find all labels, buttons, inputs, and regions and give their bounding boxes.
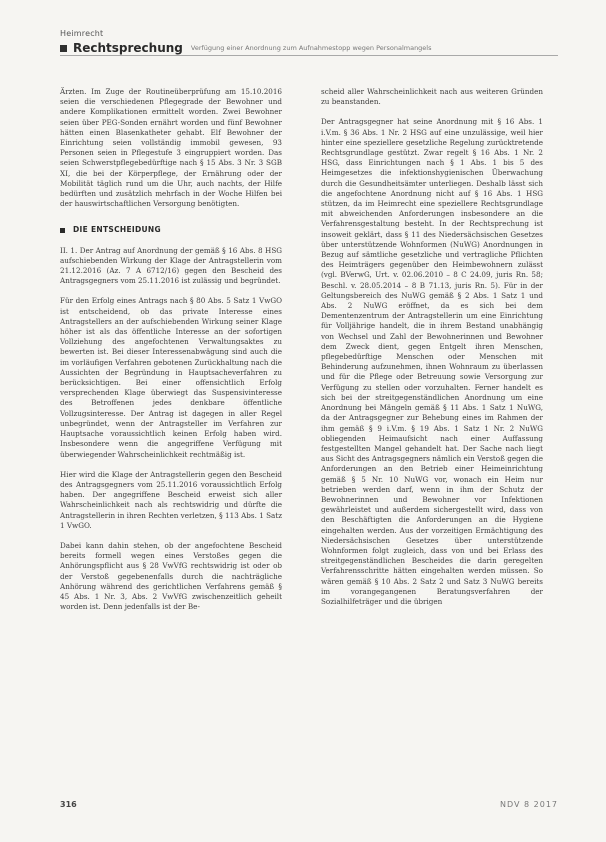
heading-square-icon [60,228,65,233]
paragraph: Dabei kann dahin stehen, ob der angefochtene Bescheid bereits formell wegen eines Verstoßes gegen die Anhörungspflicht aus § 28 VwVfG rechtswidrig ist oder ob der Verstoß gegebenenfalls durch die nachträgliche Anhörung während des gerichtlichen Verfahrens gemäß § 45 Abs. 1 Nr. 3, Abs. 2 VwVfG zwischenzeitlich geheilt worden ist. Denn jedenfalls ist der Be- [60,540,282,612]
header-subtitle: Verfügung einer Anordnung zum Aufnahmestopp wegen Personalmangels [190,44,432,52]
left-column [60,87,282,622]
paragraph: Hier wird die Klage der Antragstellerin gegen den Bescheid des Antragsgegners vom 25.11.2016 voraussichtlich Erfolg haben. Der angegriffene Bescheid erweist sich aller Wahrscheinlichkeit nach als rechtswidrig und dürfte die Antragstellerin in ihren Rechten verletzen, § 113 Abs. 1 Satz 1 VwGO. [60,469,282,530]
header-title: Rechtsprechung [73,41,183,55]
section-kicker: Heimrecht [60,29,104,38]
paragraph: Ärzten. Im Zuge der Routineüberprüfung am 15.10.2016 seien die verschiedenen Pflegegrade der Bewohner und andere Komplikationen ermittelt worden. Zwei Bewohner seien über PEG-Sonden ernährt worden und fünf Bewohner hätten einen Blasenkatheter gehabt. Elf Bewohner der Einrichtung seien vollständig immobil gewesen, 93 Personen seien in Pflegestufe 3 eingruppiert worden. Das seien Schwerstpflegebedürftige nach § 15 Abs. 3 Nr. 3 SGB XI, die bei der Körperpflege, der Ernährung oder der Mobilität täglich rund um die Uhr, auch nachts, der Hilfe bedürften und zusätzlich mehrfach in der Woche Hilfen bei der hauswirtschaftlichen Versorgung benötigten. [60,87,282,209]
paragraph: scheid aller Wahrscheinlichkeit nach aus weiteren Gründen zu beanstanden. [321,87,543,107]
page-footer [60,800,558,809]
paragraph: Der Antragsgegner hat seine Anordnung mit § 16 Abs. 1 i.V.m. § 36 Abs. 1 Nr. 2 HSG auf eine unzulässige, weil hier hinter eine speziellere gesetzliche Regelung zurücktretende Rechtsgrundlage gestützt. Zwar regelt § 16 Abs. 1 Nr. 2 HSG, dass Einrichtungen nach § 1 Abs. 1 bis 5 des Heimgesetzes die infektionshygienischen Überwachung durch die Gesundheitsämter unterliegen. Deshalb lässt sich die angefochtene Anordnung nicht auf § 16 Abs. 1 HSG stützen, da im Heimrecht eine speziellere Rechtsgrundlage mit abweichenden Anforderungen insbesondere an die Verfahrensgestaltung besteht. In der Rechtsprechung ist insoweit geklärt, dass § 11 des Niedersächsischen Gesetzes über unterstützende Wohnformen (NuWG) Anordnungen in Bezug auf sämtliche gesetzliche und vertragliche Pflichten des Heimträgers gegenüber den Heimbewohnern zulässt (vgl. BVerwG, Urt. v. 02.06.2010 – 8 C 24.09, juris Rn. 58; Beschl. v. 28.05.2014 – 8 B 71.13, juris Rn. 5). Für in der Geltungsbereich des NuWG gemäß § 2 Abs. 1 Satz 1 und Abs. 2 NuWG eröffnet, da es sich bei dem Dementenzentrum der Antragstellerin um eine Einrichtung für Volljährige handelt, die in ihrem Bestand unabhängig von Wechsel und Zahl der Bewohnerinnen und Bewohner dem Zweck dient, gegen Entgelt ihren Menschen, pflegebedürftige Menschen oder Menschen mit Behinderung aufzunehmen, ihnen Wohnraum zu überlassen und für die Pflege oder Betreuung sowie Versorgung zur Verfügung zu stellen oder vorzuhalten. Ferner handelt es sich bei der streitgegenständlichen Anordnung um eine Anordnung bei Mängeln gemäß § 11 Abs. 1 Satz 1 NuWG, da der Antragsgegner zur Behebung eines im Rahmen der ihm gemäß § 9 i.V.m. § 19 Abs. 1 Satz 1 Nr. 2 NuWG obliegenden Heimaufsicht nach einer Auffassung festgestellten Mangel gehandelt hat. Der Sache nach liegt aus Sicht des Antragsgegners nämlich ein Verstoß gegen die Anforderungen an den Betrieb einer Heimeinrichtung gemäß § 5 Nr. 10 NuWG vor, wonach ein Heim nur betrieben werden darf, wenn in ihm der Schutz der Bewohnerinnen und Bewohner vor Infektionen gewährleistet und außerdem sichergestellt wird, dass von den Beschäftigten die Anforderungen an die Hygiene eingehalten werden. Aus der vorzeitigen Ermächtigung des Niedersächsischen Gesetzes über unterstützende Wohnformen folgt zugleich, dass von und bei Erlass des streitgegenständlichen Bescheides die darin geregelten Verfahrensschritte hätten eingehalten werden müssen. So wären gemäß § 10 Abs. 2 Satz 2 und Satz 3 NuWG bereits im vorangegangenen Beratungsverfahren der Sozialhilfeträger und die übrigen [321,117,543,606]
page-header [60,41,558,56]
journal-reference: NDV 8 2017 [499,800,558,809]
header-square-icon [60,45,67,52]
right-column [321,87,543,617]
section-heading-label: DIE ENTSCHEIDUNG [73,225,161,235]
paragraph: II. 1. Der Antrag auf Anordnung der gemäß § 16 Abs. 8 HSG aufschiebenden Wirkung der Klage der Antragstellerin vom 21.12.2016 (Az. 7 A 6712/16) gegen den Bescheid des Antragsgegners vom 25.11.2016 ist zulässig und begründet. [60,245,282,286]
section-heading [60,225,282,235]
page-number: 316 [60,800,77,809]
paragraph: Für den Erfolg eines Antrags nach § 80 Abs. 5 Satz 1 VwGO ist entscheidend, ob das private Interesse eines Antragstellers an der aufschiebenden Wirkung seiner Klage höher ist als das öffentliche Interesse an der sofortigen Vollziehung des angefochtenen Verwaltungsaktes zu bewerten ist. Bei dieser Interessenabwägung sind auch die im vorläufigen Verfahren gebotenen Zurückhaltung nach die Aussichten der Begründung in Hauptsacheverfahren zu berücksichtigen. Bei einer offensichtlich Erfolg versprechenden Klage überwiegt das Suspensivinteresse des Betroffenen jedes denkbare öffentliche Vollzugsinteresse. Der Antrag ist dagegen in aller Regel unbegründet, wenn der Antragsteller im Verfahren zur Hauptsache voraussichtlich keinen Erfolg haben wird. Insbesondere wenn die angegriffene Verfügung mit überwiegender Wahrscheinlichkeit rechtmäßig ist. [60,296,282,459]
